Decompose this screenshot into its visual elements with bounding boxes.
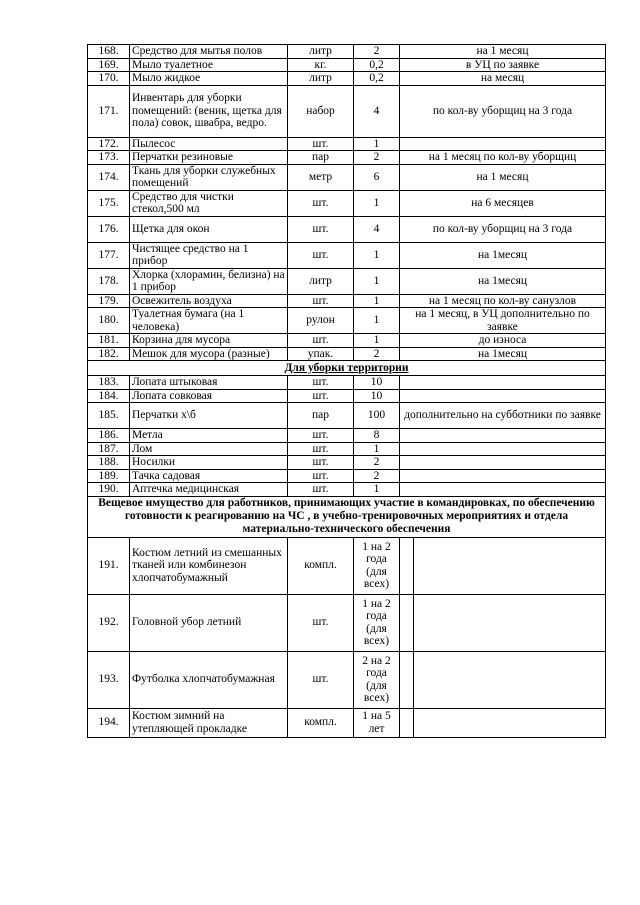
row-number: 184. [88,389,130,403]
item-unit: шт. [288,389,354,403]
item-unit: литр [288,268,354,294]
item-quantity: 2 [354,456,400,470]
item-name: Лом [130,442,288,456]
row-number: 193. [88,651,130,708]
row-number: 169. [88,58,130,72]
item-name: Средство для чистки стекол,500 мл [130,190,288,216]
item-unit: шт. [288,483,354,497]
item-note [400,483,606,497]
row-number: 175. [88,190,130,216]
section-heading-row [88,496,606,537]
item-unit: упак. [288,347,354,361]
item-note: на 1 месяц по кол-ву уборщиц [400,151,606,165]
item-quantity: 1 [354,137,400,151]
item-unit: шт. [288,442,354,456]
item-quantity: 1 [354,334,400,348]
item-extra [400,537,414,594]
supplies-table-property [87,537,606,738]
row-number: 177. [88,242,130,268]
item-note: на месяц [400,72,606,86]
table-row [88,403,606,429]
item-quantity: 2 [354,151,400,165]
item-unit: шт. [288,294,354,308]
item-name: Лопата совковая [130,389,288,403]
section-heading-row [88,361,606,376]
item-name: Футболка хлопчатобумажная [130,651,288,708]
item-name: Средство для мытья полов [130,45,288,59]
row-number: 173. [88,151,130,165]
item-quantity: 4 [354,85,400,137]
item-note: на 1месяц [400,242,606,268]
item-quantity: 0,2 [354,72,400,86]
item-unit: шт. [288,137,354,151]
item-note: на 1месяц [400,268,606,294]
item-quantity: 1 [354,308,400,334]
table-row [88,376,606,390]
table-row [88,429,606,443]
table-row [88,651,606,708]
item-name: Хлорка (хлорамин, белизна) на 1 прибор [130,268,288,294]
item-name: Мыло жидкое [130,72,288,86]
item-unit: литр [288,72,354,86]
item-name: Тачка садовая [130,469,288,483]
item-name: Освежитель воздуха [130,294,288,308]
table-row [88,58,606,72]
row-number: 186. [88,429,130,443]
row-number: 189. [88,469,130,483]
item-name: Костюм летний из смешанных тканей или комбинезон хлопчатобумажный [130,537,288,594]
item-note: на 1месяц [400,347,606,361]
item-note: дополнительно на субботники по заявке [400,403,606,429]
item-note [400,456,606,470]
item-note [400,429,606,443]
item-name: Перчатки х\б [130,403,288,429]
table-row [88,469,606,483]
table-row [88,537,606,594]
row-number: 183. [88,376,130,390]
table-row [88,456,606,470]
item-quantity: 1 [354,294,400,308]
item-name: Инвентарь для уборки помещений: (веник, щетка для пола) совок, швабра, ведро. [130,85,288,137]
row-number: 178. [88,268,130,294]
item-note: на 1 месяц по кол-ву санузлов [400,294,606,308]
row-number: 168. [88,45,130,59]
row-number: 194. [88,708,130,737]
table-row [88,268,606,294]
item-note [400,137,606,151]
row-number: 174. [88,164,130,190]
item-quantity: 8 [354,429,400,443]
item-name: Мыло туалетное [130,58,288,72]
item-name: Мешок для мусора (разные) [130,347,288,361]
item-unit: компл. [288,708,354,737]
document-page [87,44,605,738]
item-note [400,389,606,403]
item-unit: шт. [288,334,354,348]
item-name: Пылесос [130,137,288,151]
table-row [88,45,606,59]
item-quantity: 10 [354,389,400,403]
item-quantity: 1 [354,242,400,268]
item-unit: пар [288,403,354,429]
item-name: Костюм зимний на утепляющей прокладке [130,708,288,737]
row-number: 181. [88,334,130,348]
item-unit: шт. [288,456,354,470]
table-row [88,137,606,151]
item-quantity: 2 на 2 года (для всех) [354,651,400,708]
item-name: Аптечка медицинская [130,483,288,497]
table-row [88,594,606,651]
item-unit: шт. [288,376,354,390]
item-extra [400,651,414,708]
row-number: 191. [88,537,130,594]
item-unit: шт. [288,469,354,483]
table-row [88,708,606,737]
item-name: Туалетная бумага (на 1 человека) [130,308,288,334]
item-note: до износа [400,334,606,348]
row-number: 190. [88,483,130,497]
item-unit: шт. [288,216,354,242]
item-note [414,594,606,651]
table-row [88,389,606,403]
row-number: 180. [88,308,130,334]
table-row [88,85,606,137]
row-number: 176. [88,216,130,242]
item-note: на 1 месяц [400,164,606,190]
item-note: на 1 месяц [400,45,606,59]
item-name: Ткань для уборки служебных помещений [130,164,288,190]
item-name: Чистящее средство на 1 прибор [130,242,288,268]
item-note [400,376,606,390]
table-row [88,294,606,308]
item-note: на 6 месяцев [400,190,606,216]
item-unit: метр [288,164,354,190]
table-row [88,483,606,497]
item-note [414,651,606,708]
item-note: по кол-ву уборщиц на 3 года [400,216,606,242]
item-unit: шт. [288,429,354,443]
row-number: 192. [88,594,130,651]
table-row [88,164,606,190]
item-unit: шт. [288,651,354,708]
item-quantity: 2 [354,469,400,483]
item-name: Перчатки резиновые [130,151,288,165]
item-quantity: 1 [354,190,400,216]
item-note [414,708,606,737]
item-quantity: 1 [354,483,400,497]
table-row [88,242,606,268]
item-unit: шт. [288,190,354,216]
item-quantity: 1 на 2 года (для всех) [354,537,400,594]
item-extra [400,708,414,737]
item-note: в УЦ по заявке [400,58,606,72]
row-number: 170. [88,72,130,86]
table-row [88,151,606,165]
item-note [400,469,606,483]
item-note: на 1 месяц, в УЦ дополнительно по заявке [400,308,606,334]
row-number: 179. [88,294,130,308]
item-name: Головной убор летний [130,594,288,651]
table-row [88,308,606,334]
item-name: Корзина для мусора [130,334,288,348]
row-number: 172. [88,137,130,151]
row-number: 182. [88,347,130,361]
table-row [88,334,606,348]
item-extra [400,594,414,651]
item-quantity: 100 [354,403,400,429]
item-quantity: 1 [354,268,400,294]
item-unit: рулон [288,308,354,334]
row-number: 187. [88,442,130,456]
item-unit: кг. [288,58,354,72]
table-row [88,347,606,361]
supplies-table-main [87,44,606,538]
item-unit: компл. [288,537,354,594]
item-quantity: 0,2 [354,58,400,72]
item-name: Метла [130,429,288,443]
section-heading-property: Вещевое имущество для работников, принимающих участие в командировках, по обеспечению готовности к реагированию на ЧС , в учебно-тренировочных мероприятиях и отдела материально-технического обеспечения [88,496,606,537]
table-row [88,72,606,86]
item-quantity: 10 [354,376,400,390]
table-row [88,216,606,242]
item-unit: литр [288,45,354,59]
item-unit: шт. [288,594,354,651]
row-number: 185. [88,403,130,429]
item-note [414,537,606,594]
item-unit: набор [288,85,354,137]
item-quantity: 6 [354,164,400,190]
item-quantity: 1 на 5 лет [354,708,400,737]
table-row [88,442,606,456]
item-quantity: 1 на 2 года (для всех) [354,594,400,651]
row-number: 171. [88,85,130,137]
row-number: 188. [88,456,130,470]
item-unit: пар [288,151,354,165]
item-name: Носилки [130,456,288,470]
table-row [88,190,606,216]
section-heading-territory: Для уборки территории [88,361,606,376]
item-name: Щетка для окон [130,216,288,242]
item-note: по кол-ву уборщиц на 3 года [400,85,606,137]
item-name: Лопата штыковая [130,376,288,390]
item-unit: шт. [288,242,354,268]
item-quantity: 1 [354,442,400,456]
item-quantity: 4 [354,216,400,242]
item-note [400,442,606,456]
item-quantity: 2 [354,45,400,59]
item-quantity: 2 [354,347,400,361]
